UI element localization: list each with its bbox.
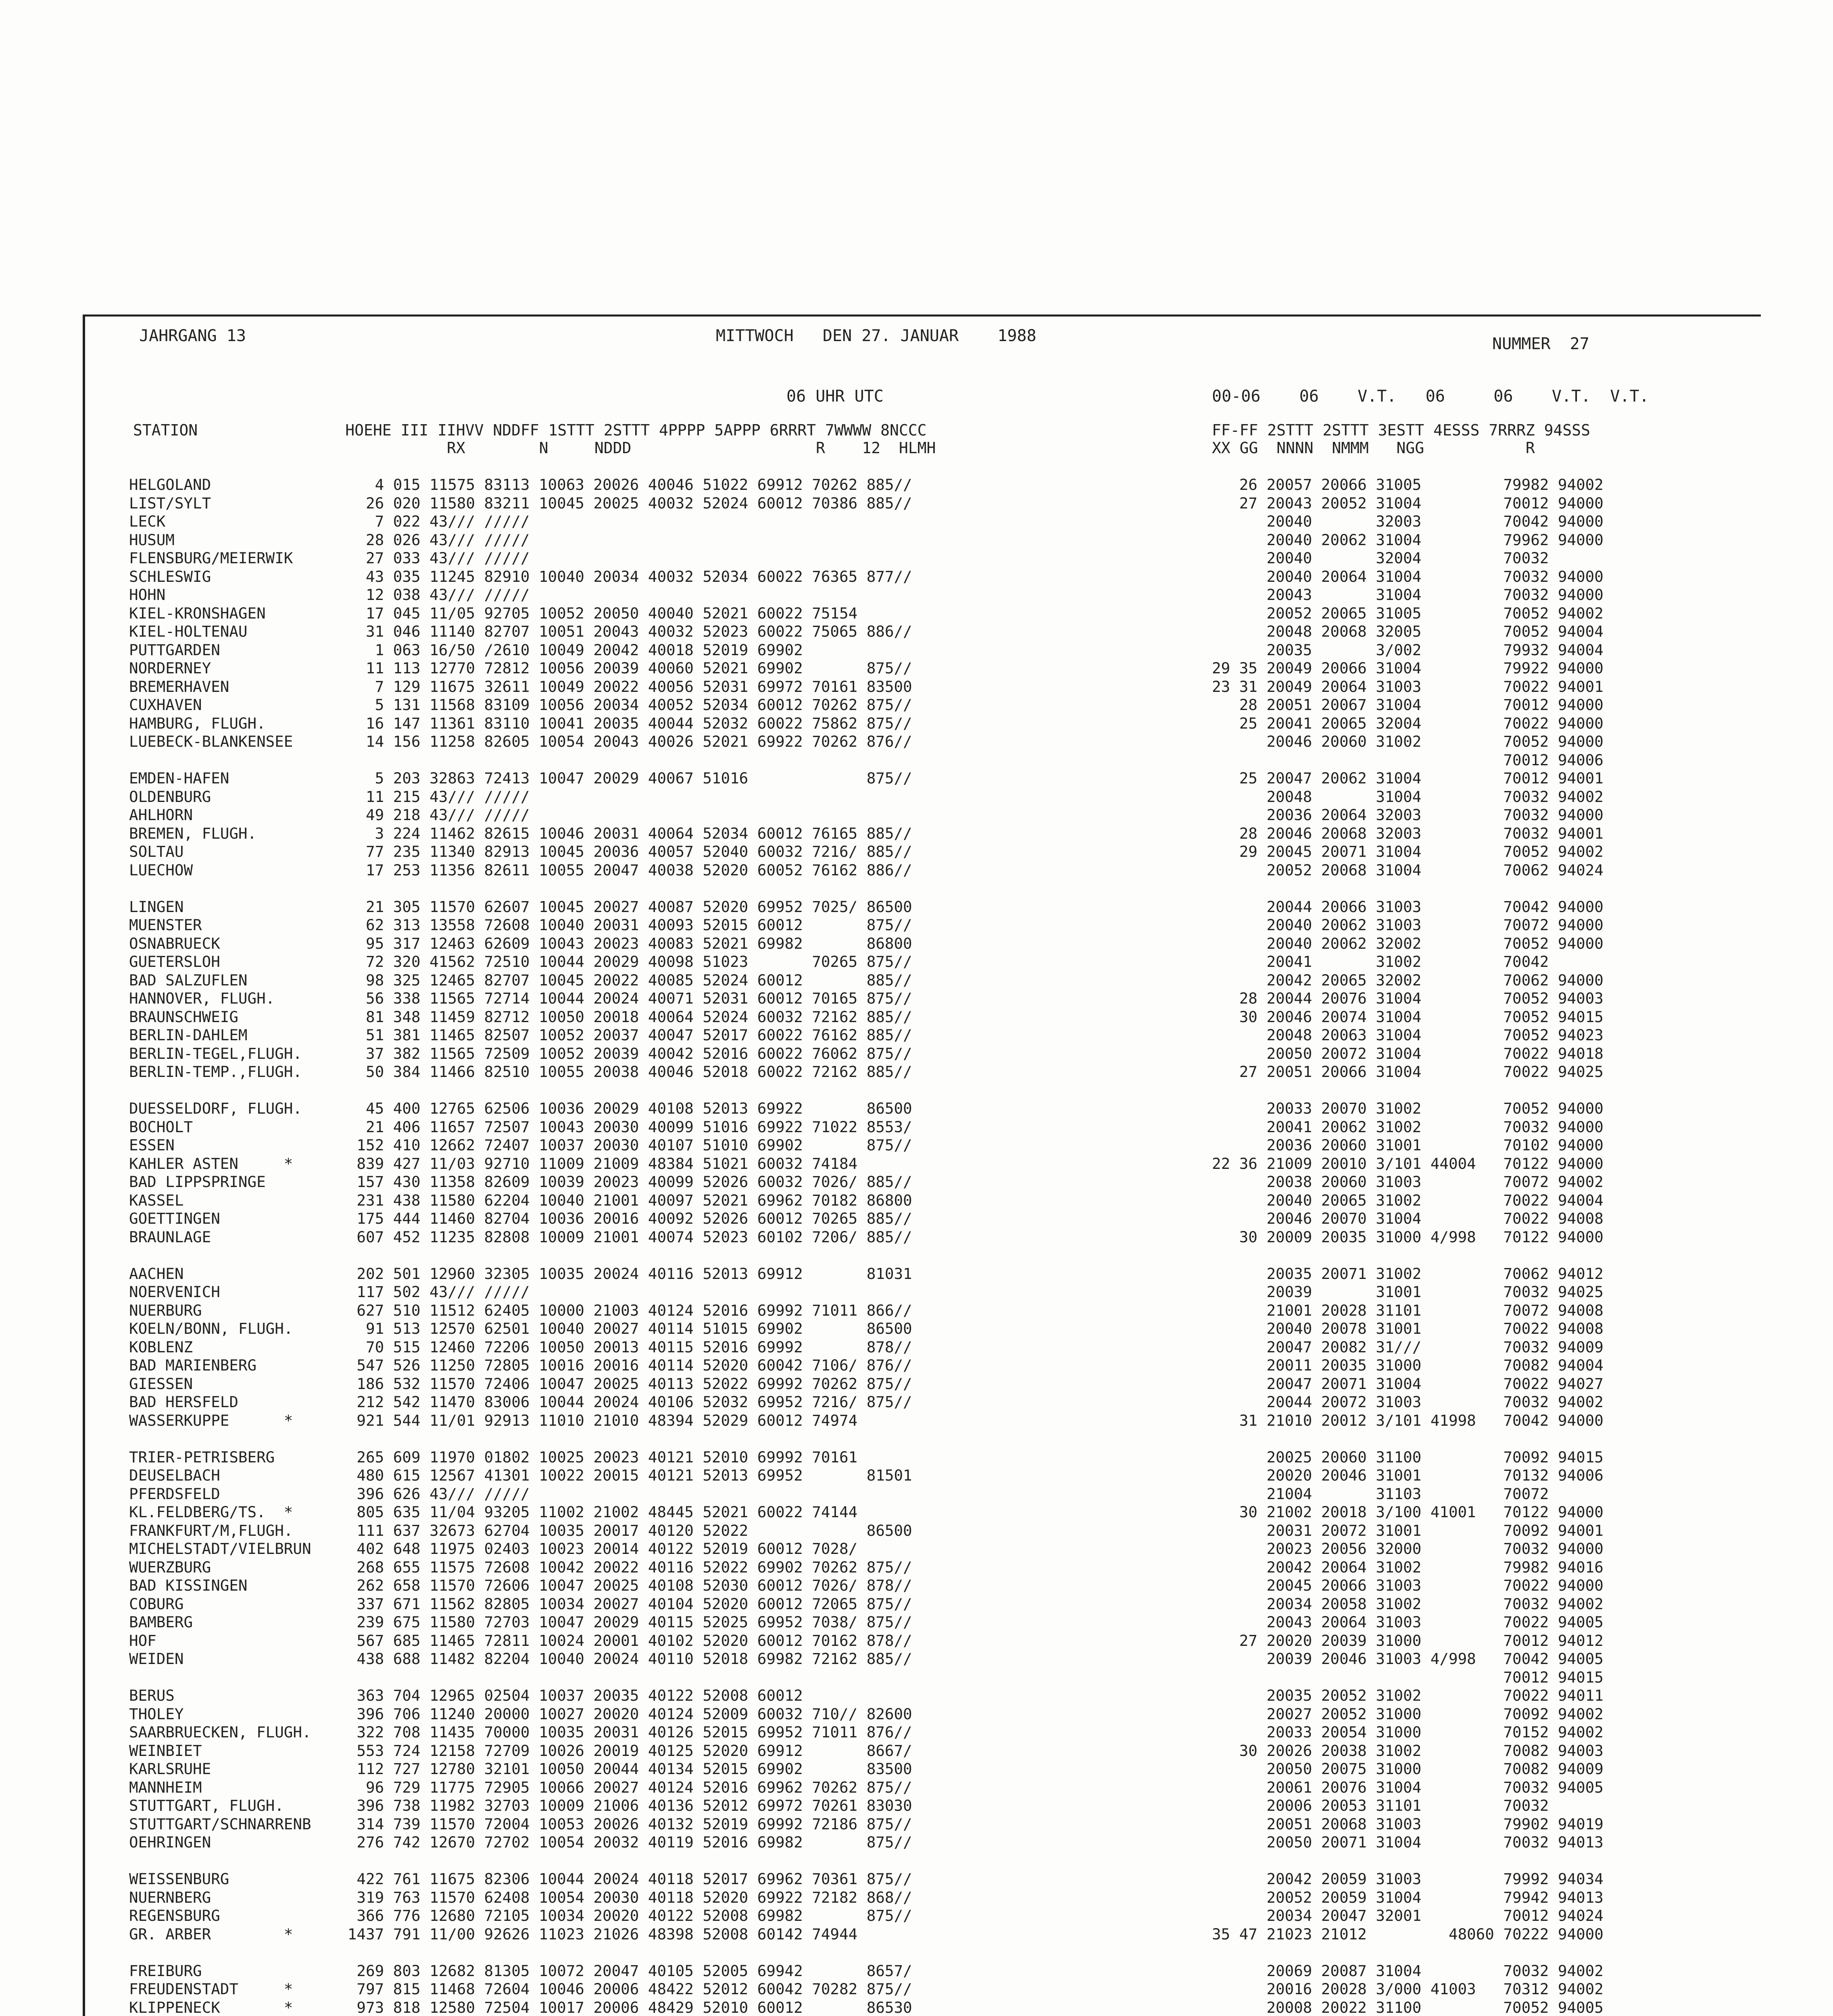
right-column-header-line-2: XX GG NNNN NMMM NGG R bbox=[1212, 439, 1535, 457]
nummer-label: NUMMER 27 bbox=[1492, 335, 1589, 353]
jahrgang-label: JAHRGANG 13 bbox=[139, 327, 246, 345]
observation-time-label: 06 UHR UTC bbox=[786, 387, 884, 406]
column-header-line-2: RX N NDDD R 12 HLMH bbox=[133, 439, 936, 457]
column-header-line-1: STATION HOEHE III IIHVV NDDFF 1STTT 2STTT 4PPPP 5APPP 6RRRT 7WWWW 8NCCC bbox=[133, 421, 927, 439]
column-headers bbox=[133, 421, 936, 457]
date-line: MITTWOCH DEN 27. JANUAR 1988 bbox=[716, 327, 1036, 345]
right-group-header: 00-06 06 V.T. 06 06 V.T. V.T. bbox=[1212, 387, 1649, 406]
right-column-header-line-1: FF-FF 2STTT 2STTT 3ESTT 4ESSS 7RRRZ 94SSS bbox=[1212, 421, 1590, 439]
supplementary-rows: 26 20057 20066 31005 79982 94002 27 20043 20052 31004 70012 94000 20040 32003 70042 94000 20040 20062 31004 79962 94000 20040 32004 70032 20040 20064 31004 70032 94000 20043 31004 70032 94000 20052 20065 31005 70052 94002 20048 20068 32005 70052 94004 20035 3/002 79932 94004 29 35 20049 20066 31004 79922 94000 23 31 20049 20064 31003 70022 94001 28 20051 20067 31004 70012 94000 25 20041 20065 32004 70022 94000 20046 20060 31002 70052 94000 70012 94006 25 20047 20062 31004 70012 94001 20048 31004 70032 94002 20036 20064 32003 70032 94000 28 20046 20068 32003 70032 94001 29 20045 20071 31004 70052 94002 20052 20068 31004 70062 94024 20044 20066 31003 70042 94000 20040 20062 31003 70072 94000 20040 20062 32002 70052 94000 20041 31002 70042 20042 20065 32002 70062 94000 28 20044 20076 31004 70052 94003 30 20046 20074 31004 70052 94015 20048 20063 31004 70052 94023 20050 20072 31004 70022 94018 27 20051 20066 31004 70022 94025 20033 20070 31002 70052 94000 20041 20062 31002 70032 94000 20036 20060 31001 70102 94000 22 36 21009 20010 3/101 44004 70122 94000 20038 20060 31003 70072 94002 20040 20065 31002 70022 94004 20046 20070 31004 70022 94008 30 20009 20035 31000 4/998 70122 94000 20035 20071 31002 70062 94012 20039 31001 70032 94025 21001 20028 31101 70072 94008 20040 20078 31001 70022 94008 20047 20082 31/// 70032 94009 20011 20035 31000 70082 94004 20047 20071 31004 70022 94027 20044 20072 31003 70032 94002 31 21010 20012 3/101 41998 70042 94000 20025 20060 31100 70092 94015 20020 20046 31001 70132 94006 21004 31103 70072 30 21002 20018 3/100 41001 70122 94000 20031 20072 31001 70092 94001 20023 20056 32000 70032 94000 20042 20064 31002 79982 94016 20045 20066 31003 70022 94000 20034 20058 31002 70032 94002 20043 20064 31003 70022 94005 27 20020 20039 31000 70012 94012 20039 20046 31003 4/998 70042 94005 70012 94015 20035 20052 31002 70022 94011 20027 20052 31000 70092 94002 20033 20054 31000 70152 94002 30 20026 20038 31002 70082 94003 20050 20075 31000 70082 94009 20061 20076 31004 70032 94005 20006 20053 31101 70032 20051 20068 31003 79902 94019 20050 20071 31004 70032 94013 20042 20059 31003 79992 94034 20052 20059 31004 79942 94013 20034 20047 32001 70012 94024 35 47 21023 21012 48060 70222 94000 20069 20087 31004 70032 94002 20016 20028 3/000 41003 70312 94002 20008 20022 31100 70052 94005 bbox=[1212, 476, 1604, 2016]
right-column-headers bbox=[1212, 421, 1590, 457]
station-rows: HELGOLAND 4 015 11575 83113 10063 20026 40046 51022 69912 70262 885// LIST/SYLT 26 020 11580 83211 10045 20025 40032 52024 60012 70386 885// LECK 7 022 43/// ///// HUSUM 28 026 43/// ///// FLENSBURG/MEIERWIK 27 033 43/// ///// SCHLESWIG 43 035 11245 82910 10040 20034 40032 52034 60022 76365 877// HOHN 12 038 43/// ///// KIEL-KRONSHAGEN 17 045 11/05 92705 10052 20050 40040 52021 60022 75154 KIEL-HOLTENAU 31 046 11140 82707 10051 20043 40032 52023 60022 75065 886// PUTTGARDEN 1 063 16/50 /2610 10049 20042 40018 52019 69902 NORDERNEY 11 113 12770 72812 10056 20039 40060 52021 69902 875// BREMERHAVEN 7 129 11675 32611 10049 20022 40056 52031 69972 70161 83500 CUXHAVEN 5 131 11568 83109 10056 20034 40052 52034 60012 70262 875// HAMBURG, FLUGH. 16 147 11361 83110 10041 20035 40044 52032 60022 75862 875// LUEBECK-BLANKENSEE 14 156 11258 82605 10054 20043 40026 52021 69922 70262 876// EMDEN-HAFEN 5 203 32863 72413 10047 20029 40067 51016 875// OLDENBURG 11 215 43/// ///// AHLHORN 49 218 43/// ///// BREMEN, FLUGH. 3 224 11462 82615 10046 20031 40064 52034 60012 76165 885// SOLTAU 77 235 11340 82913 10045 20036 40057 52040 60032 7216/ 885// LUECHOW 17 253 11356 82611 10055 20047 40038 52020 60052 76162 886// LINGEN 21 305 11570 62607 10045 20027 40087 52020 69952 7025/ 86500 MUENSTER 62 313 13558 72608 10040 20031 40093 52015 60012 875// OSNABRUECK 95 317 12463 62609 10043 20023 40083 52021 69982 86800 GUETERSLOH 72 320 41562 72510 10044 20029 40098 51023 70265 875// BAD SALZUFLEN 98 325 12465 82707 10045 20022 40085 52024 60012 885// HANNOVER, FLUGH. 56 338 11565 72714 10044 20024 40071 52031 60012 70165 875// BRAUNSCHWEIG 81 348 11459 82712 10050 20018 40064 52024 60032 72162 885// BERLIN-DAHLEM 51 381 11465 82507 10052 20037 40047 52017 60022 76162 885// BERLIN-TEGEL,FLUGH. 37 382 11565 72509 10052 20039 40042 52016 60022 76062 875// BERLIN-TEMP.,FLUGH. 50 384 11466 82510 10055 20038 40046 52018 60022 72162 885// DUESSELDORF, FLUGH. 45 400 12765 62506 10036 20029 40108 52013 69922 86500 BOCHOLT 21 406 11657 72507 10043 20030 40099 51016 69922 71022 8553/ ESSEN 152 410 12662 72407 10037 20030 40107 51010 69902 875// KAHLER ASTEN * 839 427 11/03 92710 11009 21009 48384 51021 60032 74184 BAD LIPPSPRINGE 157 430 11358 82609 10039 20023 40099 52026 60032 7026/ 885// KASSEL 231 438 11580 62204 10040 21001 40097 52021 69962 70182 86800 GOETTINGEN 175 444 11460 82704 10036 20016 40092 52026 60012 70265 885// BRAUNLAGE 607 452 11235 82808 10009 21001 40074 52023 60102 7206/ 885// AACHEN 202 501 12960 32305 10035 20024 40116 52013 69912 81031 NOERVENICH 117 502 43/// ///// NUERBURG 627 510 11512 62405 10000 21003 40124 52016 69992 71011 866// KOELN/BONN, FLUGH. 91 513 12570 62501 10040 20027 40114 51015 69902 86500 KOBLENZ 70 515 12460 72206 10050 20013 40115 52016 69992 878// BAD MARIENBERG 547 526 11250 72805 10016 20016 40114 52020 60042 7106/ 876// GIESSEN 186 532 11570 72406 10047 20025 40113 52022 69992 70262 875// BAD HERSFELD 212 542 11470 83006 10044 20024 40106 52032 69952 7216/ 875// WASSERKUPPE * 921 544 11/01 92913 11010 21010 48394 52029 60012 74974 TRIER-PETRISBERG 265 609 11970 01802 10025 20023 40121 52010 69992 70161 DEUSELBACH 480 615 12567 41301 10022 20015 40121 52013 69952 81501 PFERDSFELD 396 626 43/// ///// KL.FELDBERG/TS. * 805 635 11/04 93205 11002 21002 48445 52021 60022 74144 FRANKFURT/M,FLUGH. 111 637 32673 62704 10035 20017 40120 52022 86500 MICHELSTADT/VIELBRUN 402 648 11975 02403 10023 20014 40122 52019 60012 7028/ WUERZBURG 268 655 11575 72608 10042 20022 40116 52022 69902 70262 875// BAD KISSINGEN 262 658 11570 72606 10047 20025 40108 52030 60012 7026/ 878// COBURG 337 671 11562 82805 10034 20027 40104 52020 60012 72065 875// BAMBERG 239 675 11580 72703 10047 20029 40115 52025 69952 7038/ 875// HOF 567 685 11465 72811 10024 20001 40102 52020 60012 70162 878// WEIDEN 438 688 11482 82204 10040 20024 40110 52018 69982 72162 885// BERUS 363 704 12965 02504 10037 20035 40122 52008 60012 THOLEY 396 706 11240 20000 10027 20020 40124 52009 60032 710// 82600 SAARBRUECKEN, FLUGH. 322 708 11435 70000 10035 20031 40126 52015 69952 71011 876// WEINBIET 553 724 12158 72709 10026 20019 40125 52020 69912 8667/ KARLSRUHE 112 727 12780 32101 10050 20044 40134 52015 69902 83500 MANNHEIM 96 729 11775 72905 10066 20027 40124 52016 69962 70262 875// STUTTGART, FLUGH. 396 738 11982 32703 10009 21006 40136 52012 69972 70261 83030 STUTTGART/SCHNARRENB 314 739 11570 72004 10053 20026 40132 52019 69992 72186 875// OEHRINGEN 276 742 12670 72702 10054 20032 40119 52016 69982 875// WEISSENBURG 422 761 11675 82306 10044 20024 40118 52017 69962 70361 875// NUERNBERG 319 763 11570 62408 10054 20030 40118 52020 69922 72182 868// REGENSBURG 366 776 12680 72105 10034 20020 40122 52008 69982 875// GR. ARBER * 1437 791 11/00 92626 11023 21026 48398 52008 60142 74944 FREIBURG 269 803 12682 81305 10072 20047 40105 52005 69942 8657/ FREUDENSTADT * 797 815 11468 72604 10046 20006 48422 52012 60042 70282 875// KLIPPENECK * 973 818 12580 72504 10017 20006 48429 52010 60012 86530 bbox=[129, 476, 912, 2016]
